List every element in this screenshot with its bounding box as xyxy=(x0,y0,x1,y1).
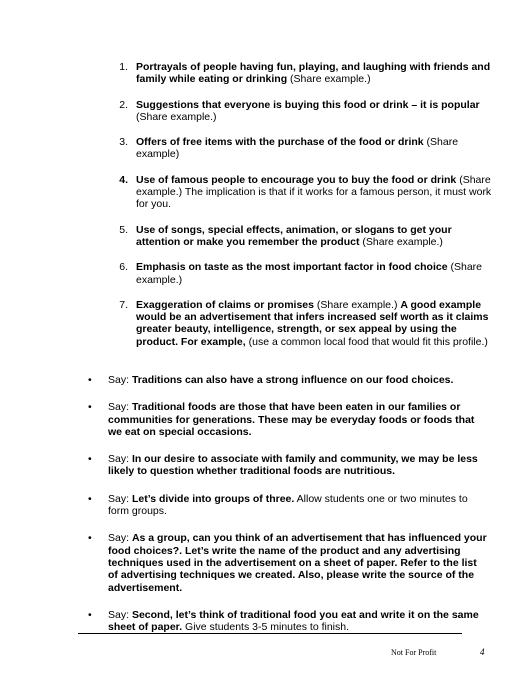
item-number: 2. xyxy=(119,98,128,111)
list-item xyxy=(88,609,488,634)
item-bold-text: Let’s divide into groups of three. xyxy=(131,492,295,505)
item-bold-text-2: A good example would be an advertisement that infers increased self worth as it claims greater beauty, intelligence, strength, or sex appeal by using the product. For example, xyxy=(136,298,489,348)
item-text: (Share example.) xyxy=(287,73,371,86)
say-label: Say: xyxy=(108,374,132,386)
say-bullet-list xyxy=(88,374,488,648)
item-text: (Share example.) xyxy=(359,235,443,248)
say-label: Say: xyxy=(108,532,132,545)
list-item xyxy=(108,61,493,86)
item-bold-text: Emphasis on taste as the most important factor in food choice xyxy=(136,261,448,274)
advertising-techniques-list xyxy=(108,61,493,361)
list-item xyxy=(88,401,488,438)
say-label: Say: xyxy=(108,401,132,414)
bullet: • xyxy=(88,608,92,621)
list-item xyxy=(108,174,493,211)
footer-text: Not For Profit xyxy=(391,648,437,657)
list-item xyxy=(108,99,493,124)
list-item xyxy=(108,261,493,286)
list-item xyxy=(108,136,493,161)
item-text: (Share example.) xyxy=(136,110,217,123)
bullet: • xyxy=(88,532,92,545)
say-label: Say: xyxy=(108,608,132,621)
item-text-2: (use a common local food that would fit this profile.) xyxy=(245,335,488,348)
list-item xyxy=(88,532,488,593)
item-bold-text: Suggestions that everyone is buying this food or drink – it is popular xyxy=(136,98,480,111)
bullet: • xyxy=(88,374,92,386)
item-number: 3. xyxy=(119,136,128,149)
item-text: (Share example.) xyxy=(136,261,482,286)
item-bold-text: In our desire to associate with family and community, we may be less likely to question whether traditional foods are nutritious. xyxy=(108,453,478,478)
item-text: (Share example.) xyxy=(313,298,401,311)
item-number: 7. xyxy=(119,298,128,311)
say-label: Say: xyxy=(108,453,132,466)
item-number: 5. xyxy=(119,223,128,236)
item-bold-text: Exaggeration of claims or promises xyxy=(136,298,314,311)
item-text: (Share example.) The implication is that if it works for a famous person, it must work for you. xyxy=(136,173,492,211)
item-number: 1. xyxy=(119,61,128,73)
list-item xyxy=(88,493,488,518)
item-bold-text: Use of famous people to encourage you to buy the food or drink xyxy=(136,173,457,186)
list-item xyxy=(88,374,488,386)
bullet: • xyxy=(88,453,92,466)
say-label: Say: xyxy=(108,492,132,505)
item-bold-text: Portrayals of people having fun, playing, and laughing with friends and family while eating or drinking xyxy=(136,61,491,86)
item-text: (Share example) xyxy=(136,136,459,161)
item-text: Allow students one or two minutes to form groups. xyxy=(108,492,468,518)
item-bold-text: Offers of free items with the purchase of the food or drink xyxy=(136,136,424,149)
item-number: 4. xyxy=(119,173,128,186)
item-number: 6. xyxy=(119,261,128,274)
page-number: 4 xyxy=(480,647,485,657)
item-bold-text: As a group, can you think of an advertisement that has influenced your food choices?. Let’s write the name of the product and any advertising techniques used in the advertisement on a sheet of paper. Refer to the list of advertising techniques we created. Also, please write the source of the advertisement. xyxy=(108,532,487,594)
item-text: Give students 3-5 minutes to finish. xyxy=(182,621,350,634)
list-item xyxy=(88,453,488,478)
list-item xyxy=(108,299,493,348)
footer-divider xyxy=(78,633,462,634)
item-bold-text: Second, let’s think of traditional food you eat and write it on the same sheet of paper. xyxy=(108,608,479,634)
item-bold-text: Use of songs, special effects, animation, or slogans to get your attention or make you remember the product xyxy=(136,223,452,248)
item-bold-text: Traditions can also have a strong influence on our food choices. xyxy=(131,374,454,386)
list-item xyxy=(108,224,493,249)
bullet: • xyxy=(88,492,92,505)
item-bold-text: Traditional foods are those that have been eaten in our families or communities for generations. These may be everyday foods or foods that we eat on special occasions. xyxy=(108,401,475,438)
bullet: • xyxy=(88,401,92,414)
